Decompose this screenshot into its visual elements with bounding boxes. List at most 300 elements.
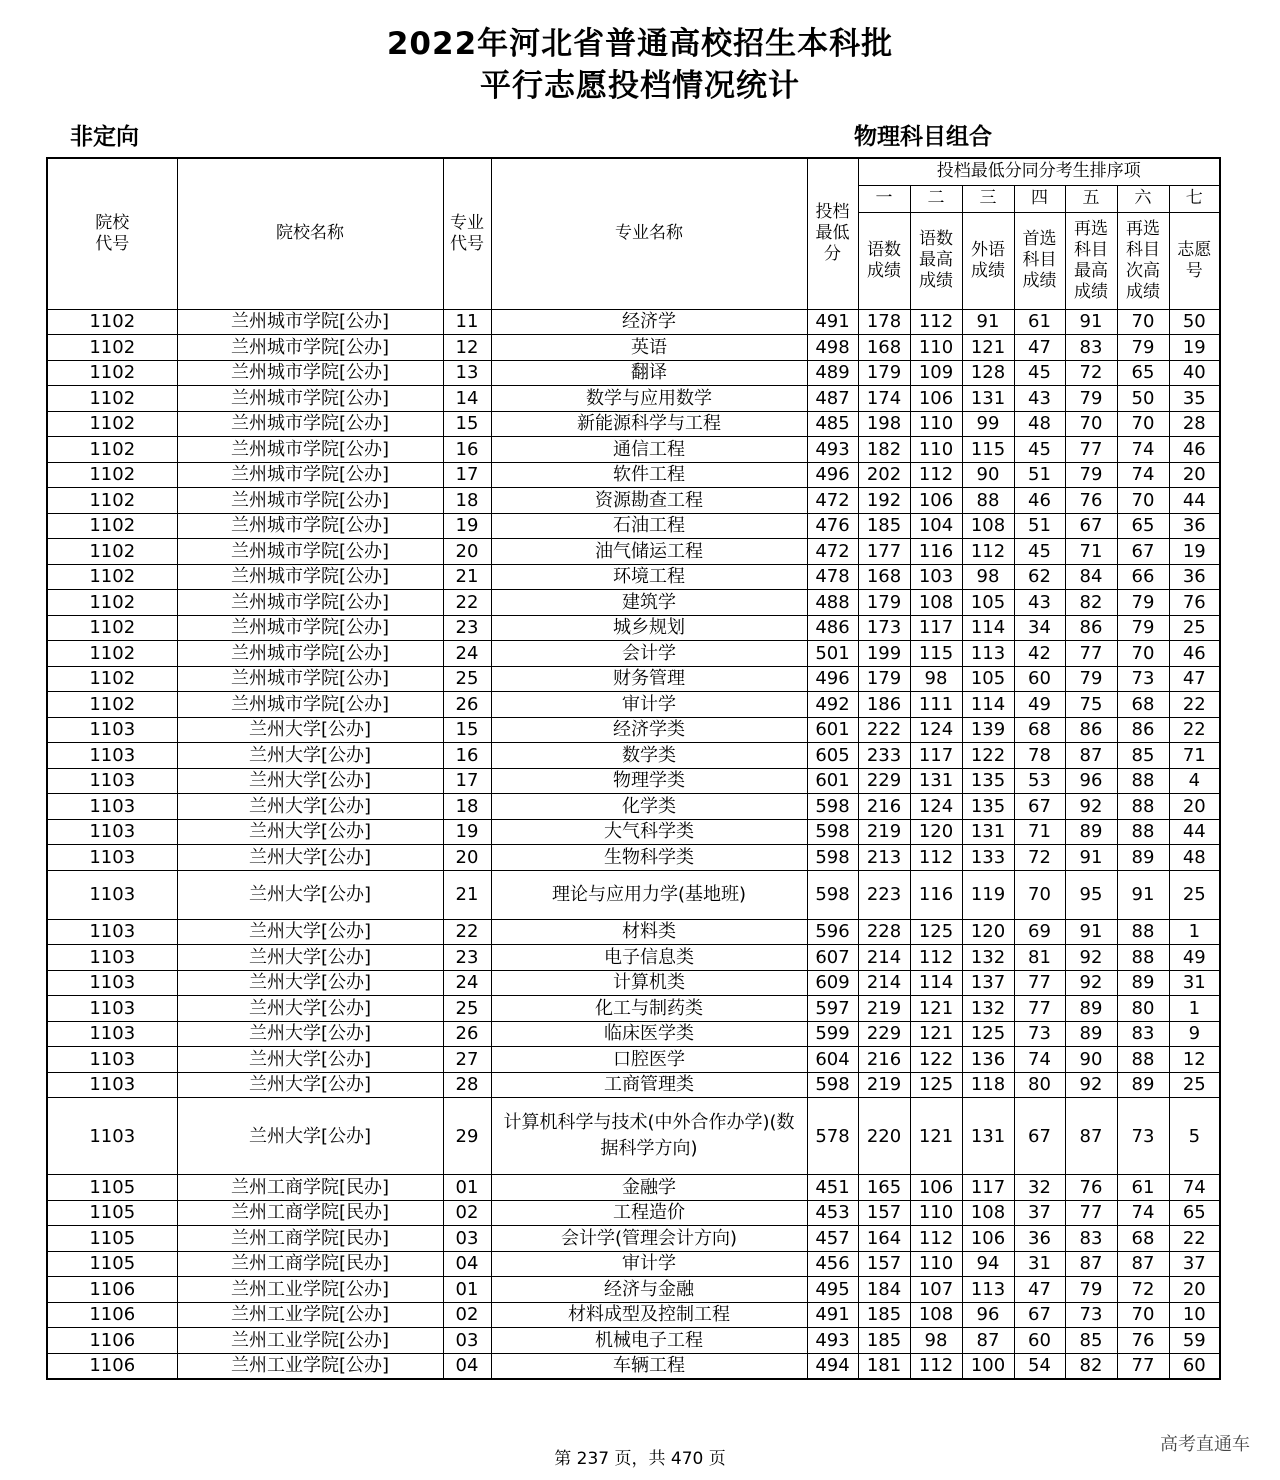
- second-subject-next: 79: [1117, 335, 1169, 361]
- preference-number: 5: [1169, 1098, 1220, 1175]
- min-score: 598: [807, 794, 858, 820]
- header-tiebreak-title: 投档最低分同分考生排序项: [858, 158, 1220, 185]
- min-score: 599: [807, 1021, 858, 1047]
- chinese-math-score: 219: [858, 819, 910, 845]
- major-name: 财务管理: [491, 666, 807, 692]
- preference-number: 10: [1169, 1302, 1220, 1328]
- second-subject-next: 88: [1117, 919, 1169, 945]
- second-subject-max: 92: [1065, 945, 1117, 971]
- preference-number: 20: [1169, 794, 1220, 820]
- header-rank: 七: [1169, 185, 1220, 212]
- school-name: 兰州城市学院[公办]: [177, 437, 443, 463]
- second-subject-max: 76: [1065, 1175, 1117, 1201]
- preference-number: 36: [1169, 513, 1220, 539]
- school-name: 兰州大学[公办]: [177, 870, 443, 919]
- table-row: [47, 870, 1220, 919]
- chinese-math-score: 179: [858, 360, 910, 386]
- school-name: 兰州大学[公办]: [177, 1047, 443, 1073]
- school-code: 1102: [47, 513, 177, 539]
- major-code: 02: [443, 1302, 491, 1328]
- major-name: 石油工程: [491, 513, 807, 539]
- min-score: 485: [807, 411, 858, 437]
- preference-number: 49: [1169, 945, 1220, 971]
- first-subject-score: 60: [1014, 1328, 1065, 1354]
- second-subject-next: 86: [1117, 717, 1169, 743]
- table-row: [47, 1200, 1220, 1226]
- chinese-math-max: 124: [910, 794, 962, 820]
- min-score: 598: [807, 819, 858, 845]
- school-code: 1102: [47, 666, 177, 692]
- second-subject-next: 88: [1117, 945, 1169, 971]
- preference-number: 22: [1169, 717, 1220, 743]
- second-subject-max: 79: [1065, 1277, 1117, 1303]
- second-subject-next: 83: [1117, 1021, 1169, 1047]
- major-code: 03: [443, 1226, 491, 1252]
- second-subject-max: 89: [1065, 996, 1117, 1022]
- header-rank: 二: [910, 185, 962, 212]
- first-subject-score: 36: [1014, 1226, 1065, 1252]
- first-subject-score: 81: [1014, 945, 1065, 971]
- table-row: [47, 717, 1220, 743]
- school-name: 兰州大学[公办]: [177, 996, 443, 1022]
- second-subject-next: 87: [1117, 1251, 1169, 1277]
- school-name: 兰州工业学院[公办]: [177, 1328, 443, 1354]
- header-rank: 六: [1117, 185, 1169, 212]
- major-code: 29: [443, 1098, 491, 1175]
- foreign-lang-score: 128: [962, 360, 1014, 386]
- second-subject-next: 73: [1117, 666, 1169, 692]
- chinese-math-max: 116: [910, 539, 962, 565]
- major-name: 城乡规划: [491, 615, 807, 641]
- foreign-lang-score: 115: [962, 437, 1014, 463]
- header-rank: 一: [858, 185, 910, 212]
- preference-number: 22: [1169, 692, 1220, 718]
- first-subject-score: 60: [1014, 666, 1065, 692]
- preference-number: 50: [1169, 309, 1220, 335]
- table-row: [47, 1175, 1220, 1201]
- school-name: 兰州城市学院[公办]: [177, 309, 443, 335]
- foreign-lang-score: 132: [962, 945, 1014, 971]
- second-subject-next: 70: [1117, 488, 1169, 514]
- first-subject-score: 43: [1014, 386, 1065, 412]
- foreign-lang-score: 131: [962, 1098, 1014, 1175]
- major-name: 数学与应用数学: [491, 386, 807, 412]
- major-name: 会计学(管理会计方向): [491, 1226, 807, 1252]
- min-score: 488: [807, 590, 858, 616]
- header-sort-item: 语数 最高 成绩: [910, 212, 962, 309]
- school-name: 兰州工业学院[公办]: [177, 1353, 443, 1379]
- major-code: 12: [443, 335, 491, 361]
- school-code: 1103: [47, 1021, 177, 1047]
- school-code: 1103: [47, 970, 177, 996]
- second-subject-max: 87: [1065, 743, 1117, 769]
- admission-table: [46, 157, 1221, 1380]
- second-subject-max: 89: [1065, 819, 1117, 845]
- school-name: 兰州大学[公办]: [177, 919, 443, 945]
- first-subject-score: 67: [1014, 1098, 1065, 1175]
- chinese-math-score: 202: [858, 462, 910, 488]
- school-code: 1103: [47, 845, 177, 871]
- min-score: 491: [807, 1302, 858, 1328]
- chinese-math-score: 216: [858, 794, 910, 820]
- first-subject-score: 42: [1014, 641, 1065, 667]
- school-name: 兰州城市学院[公办]: [177, 335, 443, 361]
- major-code: 22: [443, 919, 491, 945]
- school-name: 兰州大学[公办]: [177, 768, 443, 794]
- header-school-code: 院校 代号: [47, 158, 177, 309]
- school-code: 1106: [47, 1328, 177, 1354]
- preference-number: 47: [1169, 666, 1220, 692]
- school-code: 1102: [47, 411, 177, 437]
- school-code: 1105: [47, 1200, 177, 1226]
- min-score: 597: [807, 996, 858, 1022]
- school-name: 兰州工商学院[民办]: [177, 1226, 443, 1252]
- table-row: [47, 488, 1220, 514]
- header-sort-item: 志愿 号: [1169, 212, 1220, 309]
- min-score: 604: [807, 1047, 858, 1073]
- major-code: 02: [443, 1200, 491, 1226]
- chinese-math-max: 110: [910, 335, 962, 361]
- first-subject-score: 49: [1014, 692, 1065, 718]
- preference-number: 22: [1169, 1226, 1220, 1252]
- major-code: 17: [443, 768, 491, 794]
- foreign-lang-score: 136: [962, 1047, 1014, 1073]
- table-row: [47, 1328, 1220, 1354]
- school-code: 1105: [47, 1226, 177, 1252]
- second-subject-next: 68: [1117, 692, 1169, 718]
- min-score: 596: [807, 919, 858, 945]
- school-name: 兰州大学[公办]: [177, 1098, 443, 1175]
- first-subject-score: 31: [1014, 1251, 1065, 1277]
- header-sort-item: 再选 科目 次高 成绩: [1117, 212, 1169, 309]
- chinese-math-score: 216: [858, 1047, 910, 1073]
- school-code: 1102: [47, 335, 177, 361]
- second-subject-next: 91: [1117, 870, 1169, 919]
- first-subject-score: 72: [1014, 845, 1065, 871]
- table-row: [47, 590, 1220, 616]
- min-score: 489: [807, 360, 858, 386]
- table-row: [47, 564, 1220, 590]
- second-subject-next: 74: [1117, 1200, 1169, 1226]
- chinese-math-max: 114: [910, 970, 962, 996]
- school-name: 兰州大学[公办]: [177, 743, 443, 769]
- foreign-lang-score: 90: [962, 462, 1014, 488]
- major-name: 理论与应用力学(基地班): [491, 870, 807, 919]
- foreign-lang-score: 135: [962, 794, 1014, 820]
- min-score: 493: [807, 437, 858, 463]
- min-score: 457: [807, 1226, 858, 1252]
- major-code: 21: [443, 564, 491, 590]
- chinese-math-max: 111: [910, 692, 962, 718]
- second-subject-max: 83: [1065, 335, 1117, 361]
- foreign-lang-score: 114: [962, 692, 1014, 718]
- min-score: 496: [807, 666, 858, 692]
- second-subject-next: 76: [1117, 1328, 1169, 1354]
- foreign-lang-score: 105: [962, 590, 1014, 616]
- chinese-math-score: 213: [858, 845, 910, 871]
- school-name: 兰州城市学院[公办]: [177, 564, 443, 590]
- first-subject-score: 80: [1014, 1072, 1065, 1098]
- major-name: 建筑学: [491, 590, 807, 616]
- min-score: 476: [807, 513, 858, 539]
- preference-number: 1: [1169, 919, 1220, 945]
- first-subject-score: 73: [1014, 1021, 1065, 1047]
- preference-number: 65: [1169, 1200, 1220, 1226]
- school-name: 兰州大学[公办]: [177, 970, 443, 996]
- second-subject-max: 70: [1065, 411, 1117, 437]
- second-subject-max: 95: [1065, 870, 1117, 919]
- second-subject-max: 91: [1065, 309, 1117, 335]
- chinese-math-score: 186: [858, 692, 910, 718]
- second-subject-max: 76: [1065, 488, 1117, 514]
- second-subject-max: 77: [1065, 1200, 1117, 1226]
- major-name: 翻译: [491, 360, 807, 386]
- second-subject-max: 82: [1065, 1353, 1117, 1379]
- major-code: 14: [443, 386, 491, 412]
- foreign-lang-score: 108: [962, 513, 1014, 539]
- school-code: 1103: [47, 794, 177, 820]
- foreign-lang-score: 122: [962, 743, 1014, 769]
- major-code: 19: [443, 513, 491, 539]
- major-code: 26: [443, 692, 491, 718]
- school-code: 1102: [47, 488, 177, 514]
- table-row: [47, 743, 1220, 769]
- second-subject-max: 75: [1065, 692, 1117, 718]
- major-name: 车辆工程: [491, 1353, 807, 1379]
- foreign-lang-score: 133: [962, 845, 1014, 871]
- chinese-math-max: 107: [910, 1277, 962, 1303]
- first-subject-score: 51: [1014, 513, 1065, 539]
- chinese-math-max: 106: [910, 386, 962, 412]
- first-subject-score: 62: [1014, 564, 1065, 590]
- chinese-math-score: 164: [858, 1226, 910, 1252]
- foreign-lang-score: 113: [962, 1277, 1014, 1303]
- first-subject-score: 51: [1014, 462, 1065, 488]
- major-name: 材料类: [491, 919, 807, 945]
- school-code: 1103: [47, 919, 177, 945]
- school-code: 1102: [47, 590, 177, 616]
- header-major-code: 专业 代号: [443, 158, 491, 309]
- second-subject-max: 82: [1065, 590, 1117, 616]
- foreign-lang-score: 114: [962, 615, 1014, 641]
- second-subject-next: 65: [1117, 360, 1169, 386]
- table-row: [47, 1226, 1220, 1252]
- major-name: 通信工程: [491, 437, 807, 463]
- first-subject-score: 48: [1014, 411, 1065, 437]
- table-row: [47, 335, 1220, 361]
- chinese-math-max: 122: [910, 1047, 962, 1073]
- school-code: 1103: [47, 1047, 177, 1073]
- second-subject-next: 74: [1117, 462, 1169, 488]
- min-score: 578: [807, 1098, 858, 1175]
- page-title: 2022年河北省普通高校招生本科批: [386, 26, 894, 62]
- chinese-math-score: 222: [858, 717, 910, 743]
- major-name: 资源勘查工程: [491, 488, 807, 514]
- chinese-math-score: 199: [858, 641, 910, 667]
- chinese-math-score: 214: [858, 945, 910, 971]
- major-name: 油气储运工程: [491, 539, 807, 565]
- foreign-lang-score: 118: [962, 1072, 1014, 1098]
- school-name: 兰州工商学院[民办]: [177, 1175, 443, 1201]
- header-sort-item: 外语 成绩: [962, 212, 1014, 309]
- major-code: 27: [443, 1047, 491, 1073]
- table-row: [47, 437, 1220, 463]
- table-row: [47, 819, 1220, 845]
- second-subject-next: 70: [1117, 641, 1169, 667]
- subject-group-label: 物理科目组合: [854, 124, 992, 150]
- second-subject-max: 86: [1065, 615, 1117, 641]
- second-subject-next: 85: [1117, 743, 1169, 769]
- preference-number: 44: [1169, 819, 1220, 845]
- preference-number: 46: [1169, 641, 1220, 667]
- chinese-math-max: 110: [910, 411, 962, 437]
- school-code: 1106: [47, 1302, 177, 1328]
- school-code: 1103: [47, 819, 177, 845]
- first-subject-score: 45: [1014, 360, 1065, 386]
- min-score: 472: [807, 539, 858, 565]
- major-code: 21: [443, 870, 491, 919]
- min-score: 598: [807, 845, 858, 871]
- school-name: 兰州大学[公办]: [177, 717, 443, 743]
- major-code: 23: [443, 615, 491, 641]
- school-name: 兰州城市学院[公办]: [177, 666, 443, 692]
- second-subject-max: 73: [1065, 1302, 1117, 1328]
- first-subject-score: 45: [1014, 437, 1065, 463]
- foreign-lang-score: 119: [962, 870, 1014, 919]
- chinese-math-max: 116: [910, 870, 962, 919]
- category-label: 非定向: [70, 124, 139, 150]
- chinese-math-max: 108: [910, 590, 962, 616]
- min-score: 498: [807, 335, 858, 361]
- foreign-lang-score: 98: [962, 564, 1014, 590]
- school-name: 兰州城市学院[公办]: [177, 641, 443, 667]
- header-school-name: 院校名称: [177, 158, 443, 309]
- foreign-lang-score: 132: [962, 996, 1014, 1022]
- school-code: 1106: [47, 1353, 177, 1379]
- school-code: 1103: [47, 1072, 177, 1098]
- major-name: 审计学: [491, 692, 807, 718]
- foreign-lang-score: 112: [962, 539, 1014, 565]
- min-score: 472: [807, 488, 858, 514]
- chinese-math-score: 198: [858, 411, 910, 437]
- major-name: 口腔医学: [491, 1047, 807, 1073]
- table-row: [47, 1072, 1220, 1098]
- second-subject-next: 68: [1117, 1226, 1169, 1252]
- table-row: [47, 666, 1220, 692]
- school-name: 兰州城市学院[公办]: [177, 488, 443, 514]
- second-subject-next: 89: [1117, 1072, 1169, 1098]
- preference-number: 71: [1169, 743, 1220, 769]
- foreign-lang-score: 87: [962, 1328, 1014, 1354]
- foreign-lang-score: 113: [962, 641, 1014, 667]
- second-subject-next: 77: [1117, 1353, 1169, 1379]
- major-name: 大气科学类: [491, 819, 807, 845]
- min-score: 598: [807, 1072, 858, 1098]
- major-name: 数学类: [491, 743, 807, 769]
- first-subject-score: 74: [1014, 1047, 1065, 1073]
- first-subject-score: 54: [1014, 1353, 1065, 1379]
- school-code: 1102: [47, 360, 177, 386]
- min-score: 601: [807, 768, 858, 794]
- chinese-math-max: 117: [910, 615, 962, 641]
- second-subject-max: 79: [1065, 462, 1117, 488]
- table-row: [47, 360, 1220, 386]
- header-sort-item: 语数 成绩: [858, 212, 910, 309]
- chinese-math-max: 115: [910, 641, 962, 667]
- second-subject-next: 79: [1117, 615, 1169, 641]
- foreign-lang-score: 99: [962, 411, 1014, 437]
- preference-number: 25: [1169, 615, 1220, 641]
- foreign-lang-score: 88: [962, 488, 1014, 514]
- foreign-lang-score: 125: [962, 1021, 1014, 1047]
- major-name: 计算机科学与技术(中外合作办学)(数据科学方向): [491, 1098, 807, 1175]
- chinese-math-max: 112: [910, 1226, 962, 1252]
- min-score: 609: [807, 970, 858, 996]
- second-subject-max: 71: [1065, 539, 1117, 565]
- major-name: 机械电子工程: [491, 1328, 807, 1354]
- major-code: 18: [443, 794, 491, 820]
- preference-number: 28: [1169, 411, 1220, 437]
- school-code: 1103: [47, 870, 177, 919]
- foreign-lang-score: 139: [962, 717, 1014, 743]
- page-footer: 第 237 页，共 470 页: [554, 1449, 726, 1469]
- chinese-math-score: 223: [858, 870, 910, 919]
- chinese-math-max: 103: [910, 564, 962, 590]
- first-subject-score: 43: [1014, 590, 1065, 616]
- school-name: 兰州城市学院[公办]: [177, 411, 443, 437]
- chinese-math-max: 110: [910, 437, 962, 463]
- preference-number: 1: [1169, 996, 1220, 1022]
- table-row: [47, 462, 1220, 488]
- chinese-math-score: 192: [858, 488, 910, 514]
- foreign-lang-score: 137: [962, 970, 1014, 996]
- chinese-math-score: 181: [858, 1353, 910, 1379]
- major-code: 23: [443, 945, 491, 971]
- second-subject-next: 72: [1117, 1277, 1169, 1303]
- school-code: 1103: [47, 743, 177, 769]
- second-subject-max: 67: [1065, 513, 1117, 539]
- chinese-math-max: 125: [910, 1072, 962, 1098]
- second-subject-next: 88: [1117, 819, 1169, 845]
- major-name: 经济学类: [491, 717, 807, 743]
- table-row: [47, 513, 1220, 539]
- min-score: 495: [807, 1277, 858, 1303]
- major-code: 11: [443, 309, 491, 335]
- preference-number: 20: [1169, 462, 1220, 488]
- table-row: [47, 692, 1220, 718]
- chinese-math-score: 219: [858, 1072, 910, 1098]
- min-score: 598: [807, 870, 858, 919]
- major-name: 临床医学类: [491, 1021, 807, 1047]
- chinese-math-score: 185: [858, 513, 910, 539]
- major-name: 软件工程: [491, 462, 807, 488]
- table-row: [47, 919, 1220, 945]
- major-code: 25: [443, 996, 491, 1022]
- foreign-lang-score: 117: [962, 1175, 1014, 1201]
- school-name: 兰州城市学院[公办]: [177, 615, 443, 641]
- preference-number: 25: [1169, 870, 1220, 919]
- first-subject-score: 77: [1014, 970, 1065, 996]
- major-code: 03: [443, 1328, 491, 1354]
- min-score: 478: [807, 564, 858, 590]
- chinese-math-score: 214: [858, 970, 910, 996]
- table-row: [47, 411, 1220, 437]
- chinese-math-score: 177: [858, 539, 910, 565]
- chinese-math-score: 165: [858, 1175, 910, 1201]
- foreign-lang-score: 121: [962, 335, 1014, 361]
- preference-number: 12: [1169, 1047, 1220, 1073]
- major-name: 计算机类: [491, 970, 807, 996]
